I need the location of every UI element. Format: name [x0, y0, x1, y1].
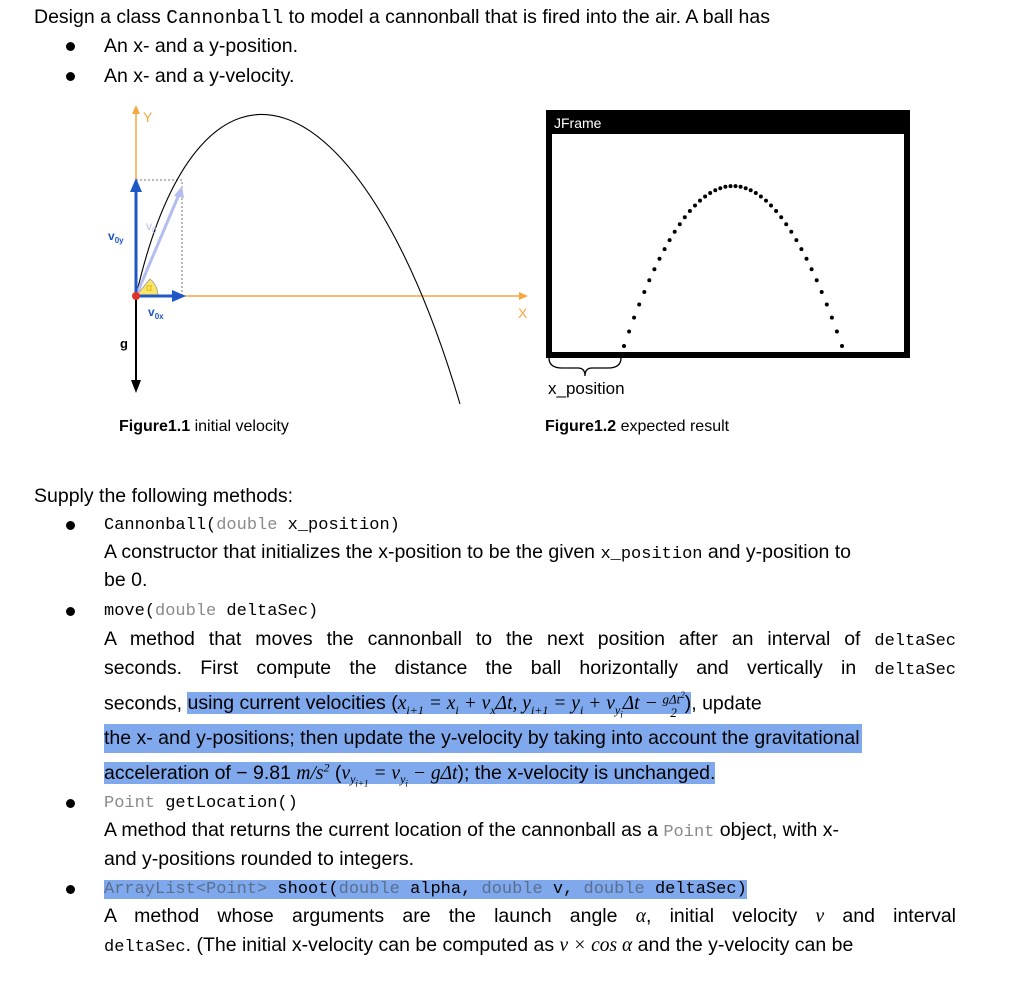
- alpha-label: α: [146, 282, 153, 294]
- trajectory-dot: [769, 204, 773, 208]
- bullet-dot: [66, 42, 75, 51]
- getlocation-desc-2: and y-positions rounded to integers.: [104, 848, 415, 870]
- bullet-position: An x- and a y-position.: [104, 35, 299, 57]
- bullet-velocity: An x- and a y-velocity.: [104, 65, 295, 87]
- trajectory-dot: [805, 257, 809, 261]
- move-signature: move(double deltaSec): [104, 602, 319, 621]
- trajectory-dot: [658, 257, 662, 261]
- v0x-label: $v_{0x}$: [148, 305, 164, 321]
- intro-text-2: to model a cannonball that is fired into the air. A ball has: [283, 6, 770, 28]
- trajectory-dot: [799, 247, 803, 251]
- trajectory-dot: [794, 238, 798, 242]
- figure-initial-velocity: [100, 96, 550, 416]
- v0y-label: $v_{0y}$: [108, 229, 124, 245]
- trajectory-dot: [734, 184, 738, 188]
- trajectory-dot: [784, 222, 788, 226]
- trajectory-dot: [683, 215, 687, 219]
- g-label: g: [120, 336, 128, 351]
- v0-label: $v_0$: [146, 219, 157, 235]
- trajectory-dot: [820, 290, 824, 294]
- trajectory-dot: [652, 267, 656, 271]
- constructor-desc-2: be 0.: [104, 569, 148, 591]
- trajectory-dot: [774, 209, 778, 213]
- class-name-code: Cannonball: [166, 7, 284, 29]
- trajectory-dot: [789, 230, 793, 234]
- bullet-dot: [66, 607, 75, 616]
- trajectory-dot: [815, 278, 819, 282]
- origin-point: [132, 292, 140, 300]
- intro-text: Design a class: [34, 6, 167, 28]
- shoot-desc-2: deltaSec. (The initial x-velocity can be computed as v × cos α and the y-velocity can be: [104, 934, 854, 957]
- trajectory-dot: [647, 278, 651, 282]
- move-desc-4: the x- and y-positions; then update the y-velocity by taking into account the gravitational: [104, 724, 862, 753]
- getlocation-signature: Point getLocation(): [104, 794, 298, 813]
- highlight: using current velocities ($x_{i+1} = x_i + v_x\Delta t$, $y_{i+1} = y_i + v_{y_i}\Delta t$ − gΔt$^2$ 2 ): [187, 690, 692, 721]
- trajectory-dot: [703, 195, 707, 199]
- jframe-canvas: [552, 134, 904, 352]
- trajectory-dot: [744, 186, 748, 190]
- trajectory-dot: [754, 191, 758, 195]
- v0-vector: [136, 192, 180, 296]
- trajectory-dot: [642, 290, 646, 294]
- move-desc-2: seconds. First compute the distance the ball horizontally and vertically in deltaSec: [104, 657, 956, 680]
- highlight: ArrayList<Point> shoot(double alpha, double v, double deltaSec): [104, 880, 747, 899]
- x-position-label: x_position: [548, 379, 625, 398]
- gravity-arrow: [131, 380, 141, 393]
- trajectory-dot: [668, 238, 672, 242]
- trajectory-curve: [136, 114, 460, 404]
- trajectory-dot: [764, 199, 768, 203]
- trajectory-dot: [729, 184, 733, 188]
- bullet-dot: [66, 72, 75, 81]
- getlocation-desc-1: A method that returns the current location of the cannonball as a Point object, with x-: [104, 819, 840, 842]
- trajectory-dot: [739, 185, 743, 189]
- figure2-caption: Figure1.2 expected result: [545, 418, 730, 435]
- trajectory-dot: [840, 344, 844, 348]
- trajectory-dot: [825, 303, 829, 307]
- x-axis-arrow: [519, 292, 528, 300]
- trajectory-dot: [749, 188, 753, 192]
- trajectory-dot: [810, 267, 814, 271]
- move-desc-3: seconds, using current velocities ($x_{i+1} = x_i + v_x\Delta t$, $y_{i+1} = y_i + v_{y_i}\Delta t$ − gΔt$^2$ 2 ), update: [104, 690, 762, 721]
- trajectory-dot: [713, 188, 717, 192]
- trajectory-dot: [708, 191, 712, 195]
- trajectory-dot: [718, 186, 722, 190]
- intro-line: [34, 3, 770, 33]
- bullet-dot: [66, 885, 75, 894]
- trajectory-dot: [835, 330, 839, 334]
- shoot-desc-1: A method whose arguments are the launch angle α, initial velocity v and interval: [104, 905, 956, 927]
- trajectory-dot: [693, 204, 697, 208]
- trajectory-dot: [622, 344, 626, 348]
- bullet-dot: [66, 799, 75, 808]
- trajectory-dot: [830, 316, 834, 320]
- trajectory-dot: [779, 215, 783, 219]
- trajectory-dot: [688, 209, 692, 213]
- trajectory-dot: [698, 199, 702, 203]
- v0x-arrow: [172, 290, 186, 302]
- y-axis-arrow: [132, 105, 140, 114]
- trajectory-dot: [723, 185, 727, 189]
- x-axis-label: X: [518, 305, 528, 321]
- trajectory-dot: [637, 303, 641, 307]
- jframe-window: [546, 110, 910, 358]
- constructor-desc: A constructor that initializes the x-position to be the given x_position and y-position to: [104, 541, 851, 564]
- jframe-title: JFrame: [554, 115, 602, 131]
- y-axis-label: Y: [143, 109, 153, 125]
- trajectory-dot: [632, 316, 636, 320]
- trajectory-dot: [673, 230, 677, 234]
- figure1-caption: Figure1.1 initial velocity: [119, 418, 289, 435]
- x-position-brace: [548, 356, 622, 378]
- constructor-signature: Cannonball(double x_position): [104, 516, 400, 535]
- shoot-signature: [104, 875, 747, 904]
- trajectory-dot: [627, 330, 631, 334]
- methods-heading: Supply the following methods:: [34, 485, 294, 507]
- trajectory-dot: [759, 195, 763, 199]
- highlight: acceleration of − 9.81 $m/s^2$ $(v_{y_{i+1}} = v_{y_i} - g\Delta t)$; the x-velocity is unchanged.: [104, 760, 716, 789]
- trajectory-dot: [663, 247, 667, 251]
- trajectory-dot: [678, 222, 682, 226]
- move-desc-1: A method that moves the cannonball to the next position after an interval of deltaSec: [104, 628, 956, 651]
- trajectory-dots: [552, 134, 904, 352]
- bullet-dot: [66, 521, 75, 530]
